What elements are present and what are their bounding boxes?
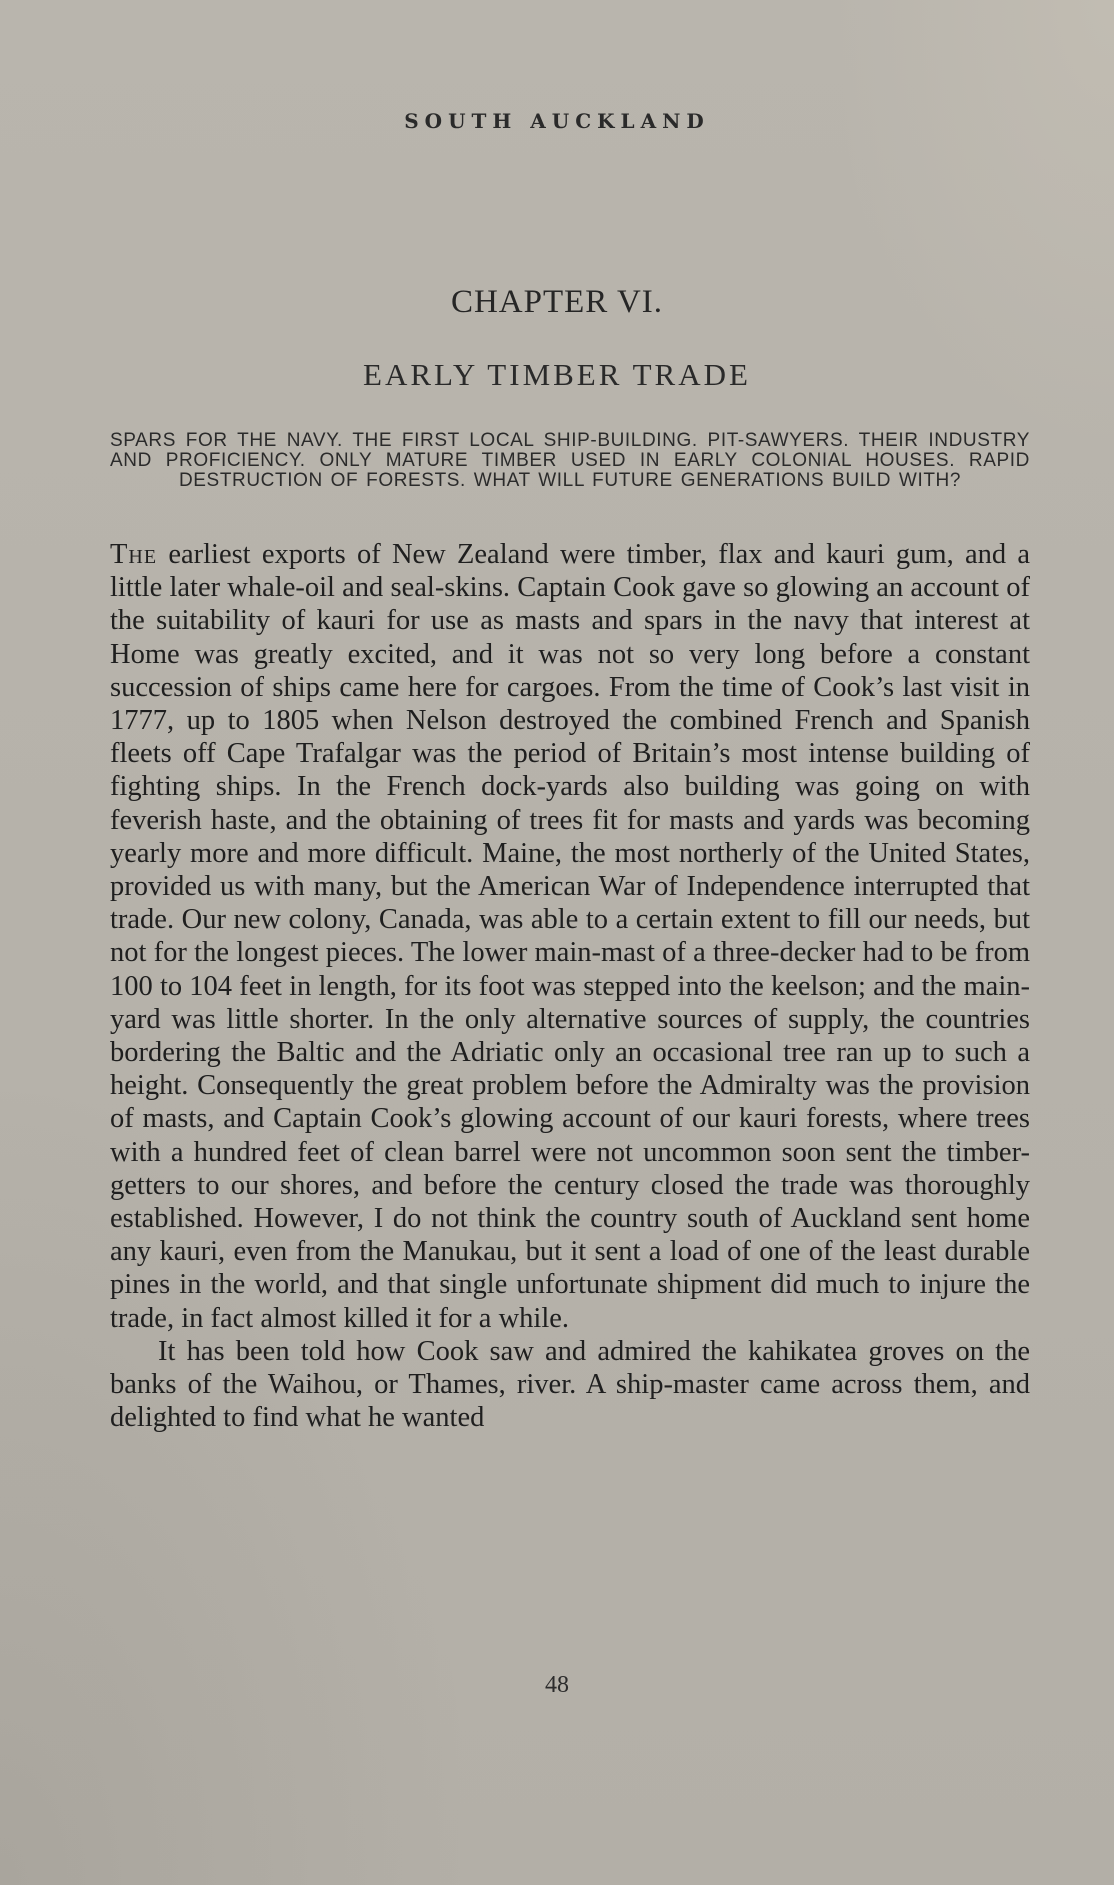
chapter-title: EARLY TIMBER TRADE [363, 357, 751, 392]
paragraph: It has been told how Cook saw and admired the kahikatea groves on the banks of the Waihou, or Thames, river. A ship-master came across them, and delighted to find what he wanted [110, 1335, 1030, 1434]
page-number: 48 [545, 1672, 569, 1698]
chapter-synopsis: SPARS FOR THE NAVY. THE FIRST LOCAL SHIP-BUILDING. PIT-SAWYERS. THEIR INDUSTRY AND PROFICIENCY. ONLY MATURE TIMBER USED IN EARLY COLONIAL HOUSES. RAPID DESTRUCTION OF FORESTS. WHAT WILL FUTURE GENERATIONS BUILD WITH? [110, 430, 1030, 491]
chapter-number: CHAPTER VI. [450, 284, 664, 320]
paragraph [110, 538, 1030, 1335]
running-head: SOUTH AUCKLAND [404, 109, 710, 133]
body-text [110, 538, 1030, 1434]
paragraph-lead-word: The [110, 539, 158, 570]
paragraph-text: earliest exports of New Zealand were timber, flax and kauri gum, and a little later whale-oil and seal-skins. Captain Cook gave so glowing an account of the suitability of kauri for use as masts and spars in the navy that interest at Home was greatly excited, and it was not so very long before a constant succession of ships came here for cargoes. From the time of Cook’s last visit in 1777, up to 1805 when Nelson destroyed the combined French and Spanish fleets off Cape Trafalgar was the period of Britain’s most intense building of fighting ships. In the French dock-yards also building was going on with feverish haste, and the obtaining of trees fit for masts and yards was becoming yearly more and more difficult. Maine, the most northerly of the United States, provided us with many, but the American War of Independence interrupted that trade. Our new colony, Canada, was able to a certain extent to fill our needs, but not for the longest pieces. The lower main-mast of a three-decker had to be from 100 to 104 feet in length, for its foot was stepped into the keelson; and the main-yard was little shorter. In the only alternative sources of supply, the countries bordering the Baltic and the Adriatic only an occasional tree ran up to such a height. Consequently the great problem before the Admiralty was the provision of masts, and Captain Cook’s glowing account of our kauri forests, where trees with a hundred feet of clean barrel were not uncommon soon sent the timber-getters to our shores, and before the century closed the trade was thoroughly established. However, I do not think the country south of Auckland sent home any kauri, even from the Manukau, but it sent a load of one of the least durable pines in the world, and that single unfortunate shipment did much to injure the trade, in fact almost killed it for a while. [110, 539, 1030, 1334]
